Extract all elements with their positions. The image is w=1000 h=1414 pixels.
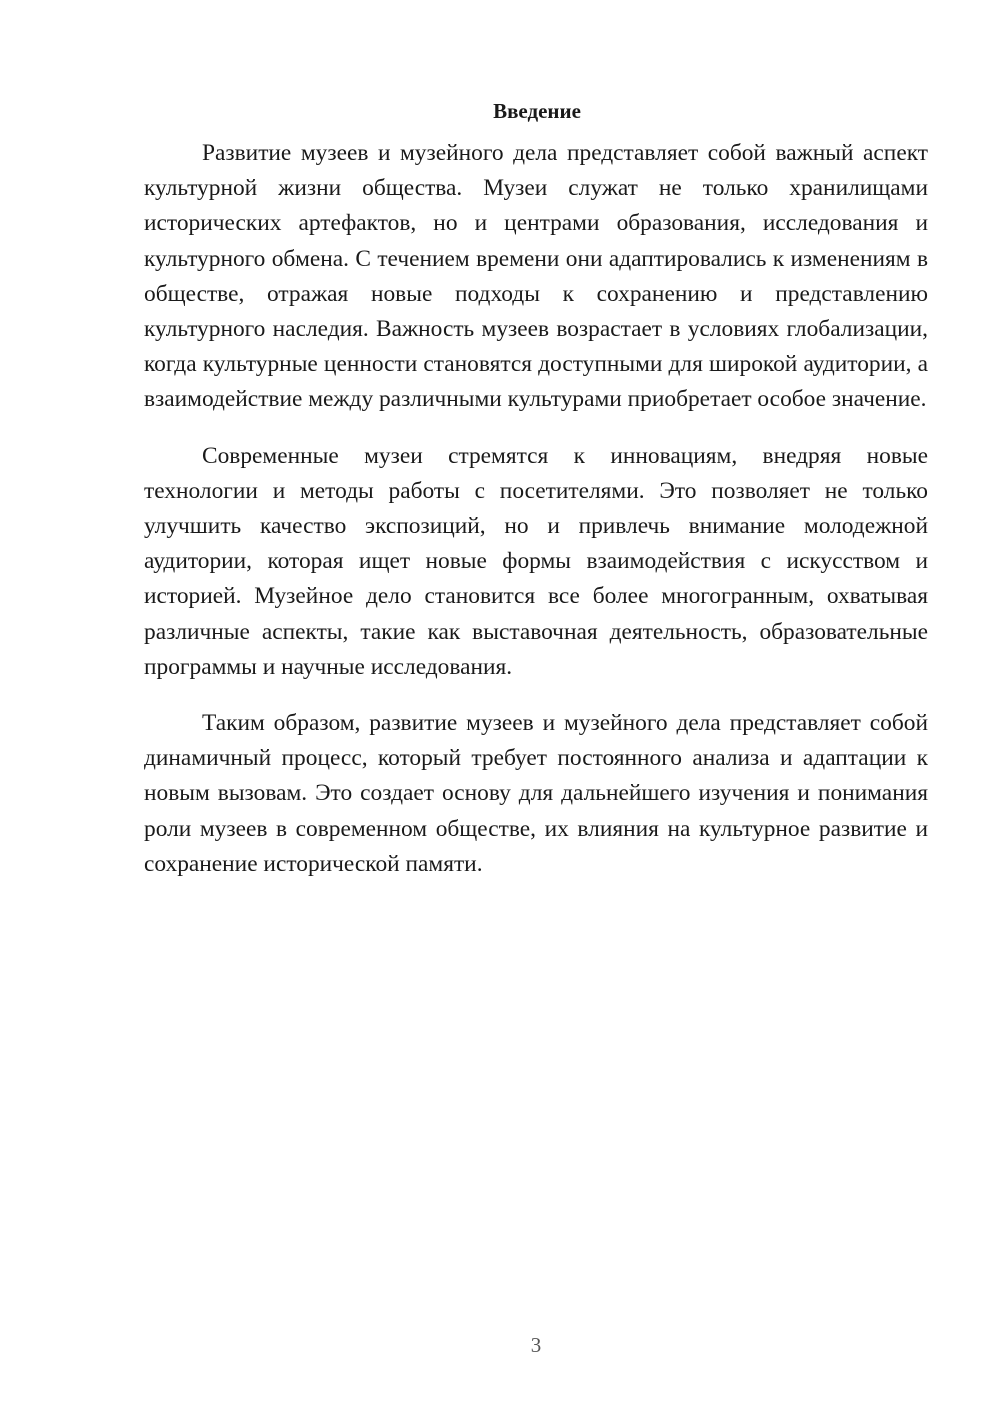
paragraph-1: Развитие музеев и музейного дела представляет собой важный аспект культурной жизни общества. Музеи служат не только хранилищами исторических артефактов, но и центрами образования, исследования и культурного обмена. С течением времени они адаптировались к изменениям в обществе, отражая новые подходы к сохранению и представлению культурного наследия. Важность музеев возрастает в условиях глобализации, когда культурные ценности становятся доступными для широкой аудитории, а взаимодействие между различными культурами приобретает особое значение. xyxy=(144,140,928,413)
section-heading: Введение xyxy=(493,99,581,123)
page-number: 3 xyxy=(530,1333,542,1357)
paragraph-2: Современные музеи стремятся к инновациям, внедряя новые технологии и методы работы с посетителями. Это позволяет не только улучшить качество экспозиций, но и привлечь внимание молодежной аудитории, которая ищет новые формы взаимодействия с искусством и историей. Музейное дело становится все более многогранным, охватывая различные аспекты, такие как выставочная деятельность, образовательные программы и научные исследования. xyxy=(144,442,928,680)
page-content xyxy=(144,96,928,882)
paragraph-3: Таким образом, развитие музеев и музейного дела представляет собой динамичный процесс, который требует постоянного анализа и адаптации к новым вызовам. Это создает основу для дальнейшего изучения и понимания роли музеев в современном обществе, их влияния на культурное развитие и сохранение исторической памяти. xyxy=(144,710,928,877)
